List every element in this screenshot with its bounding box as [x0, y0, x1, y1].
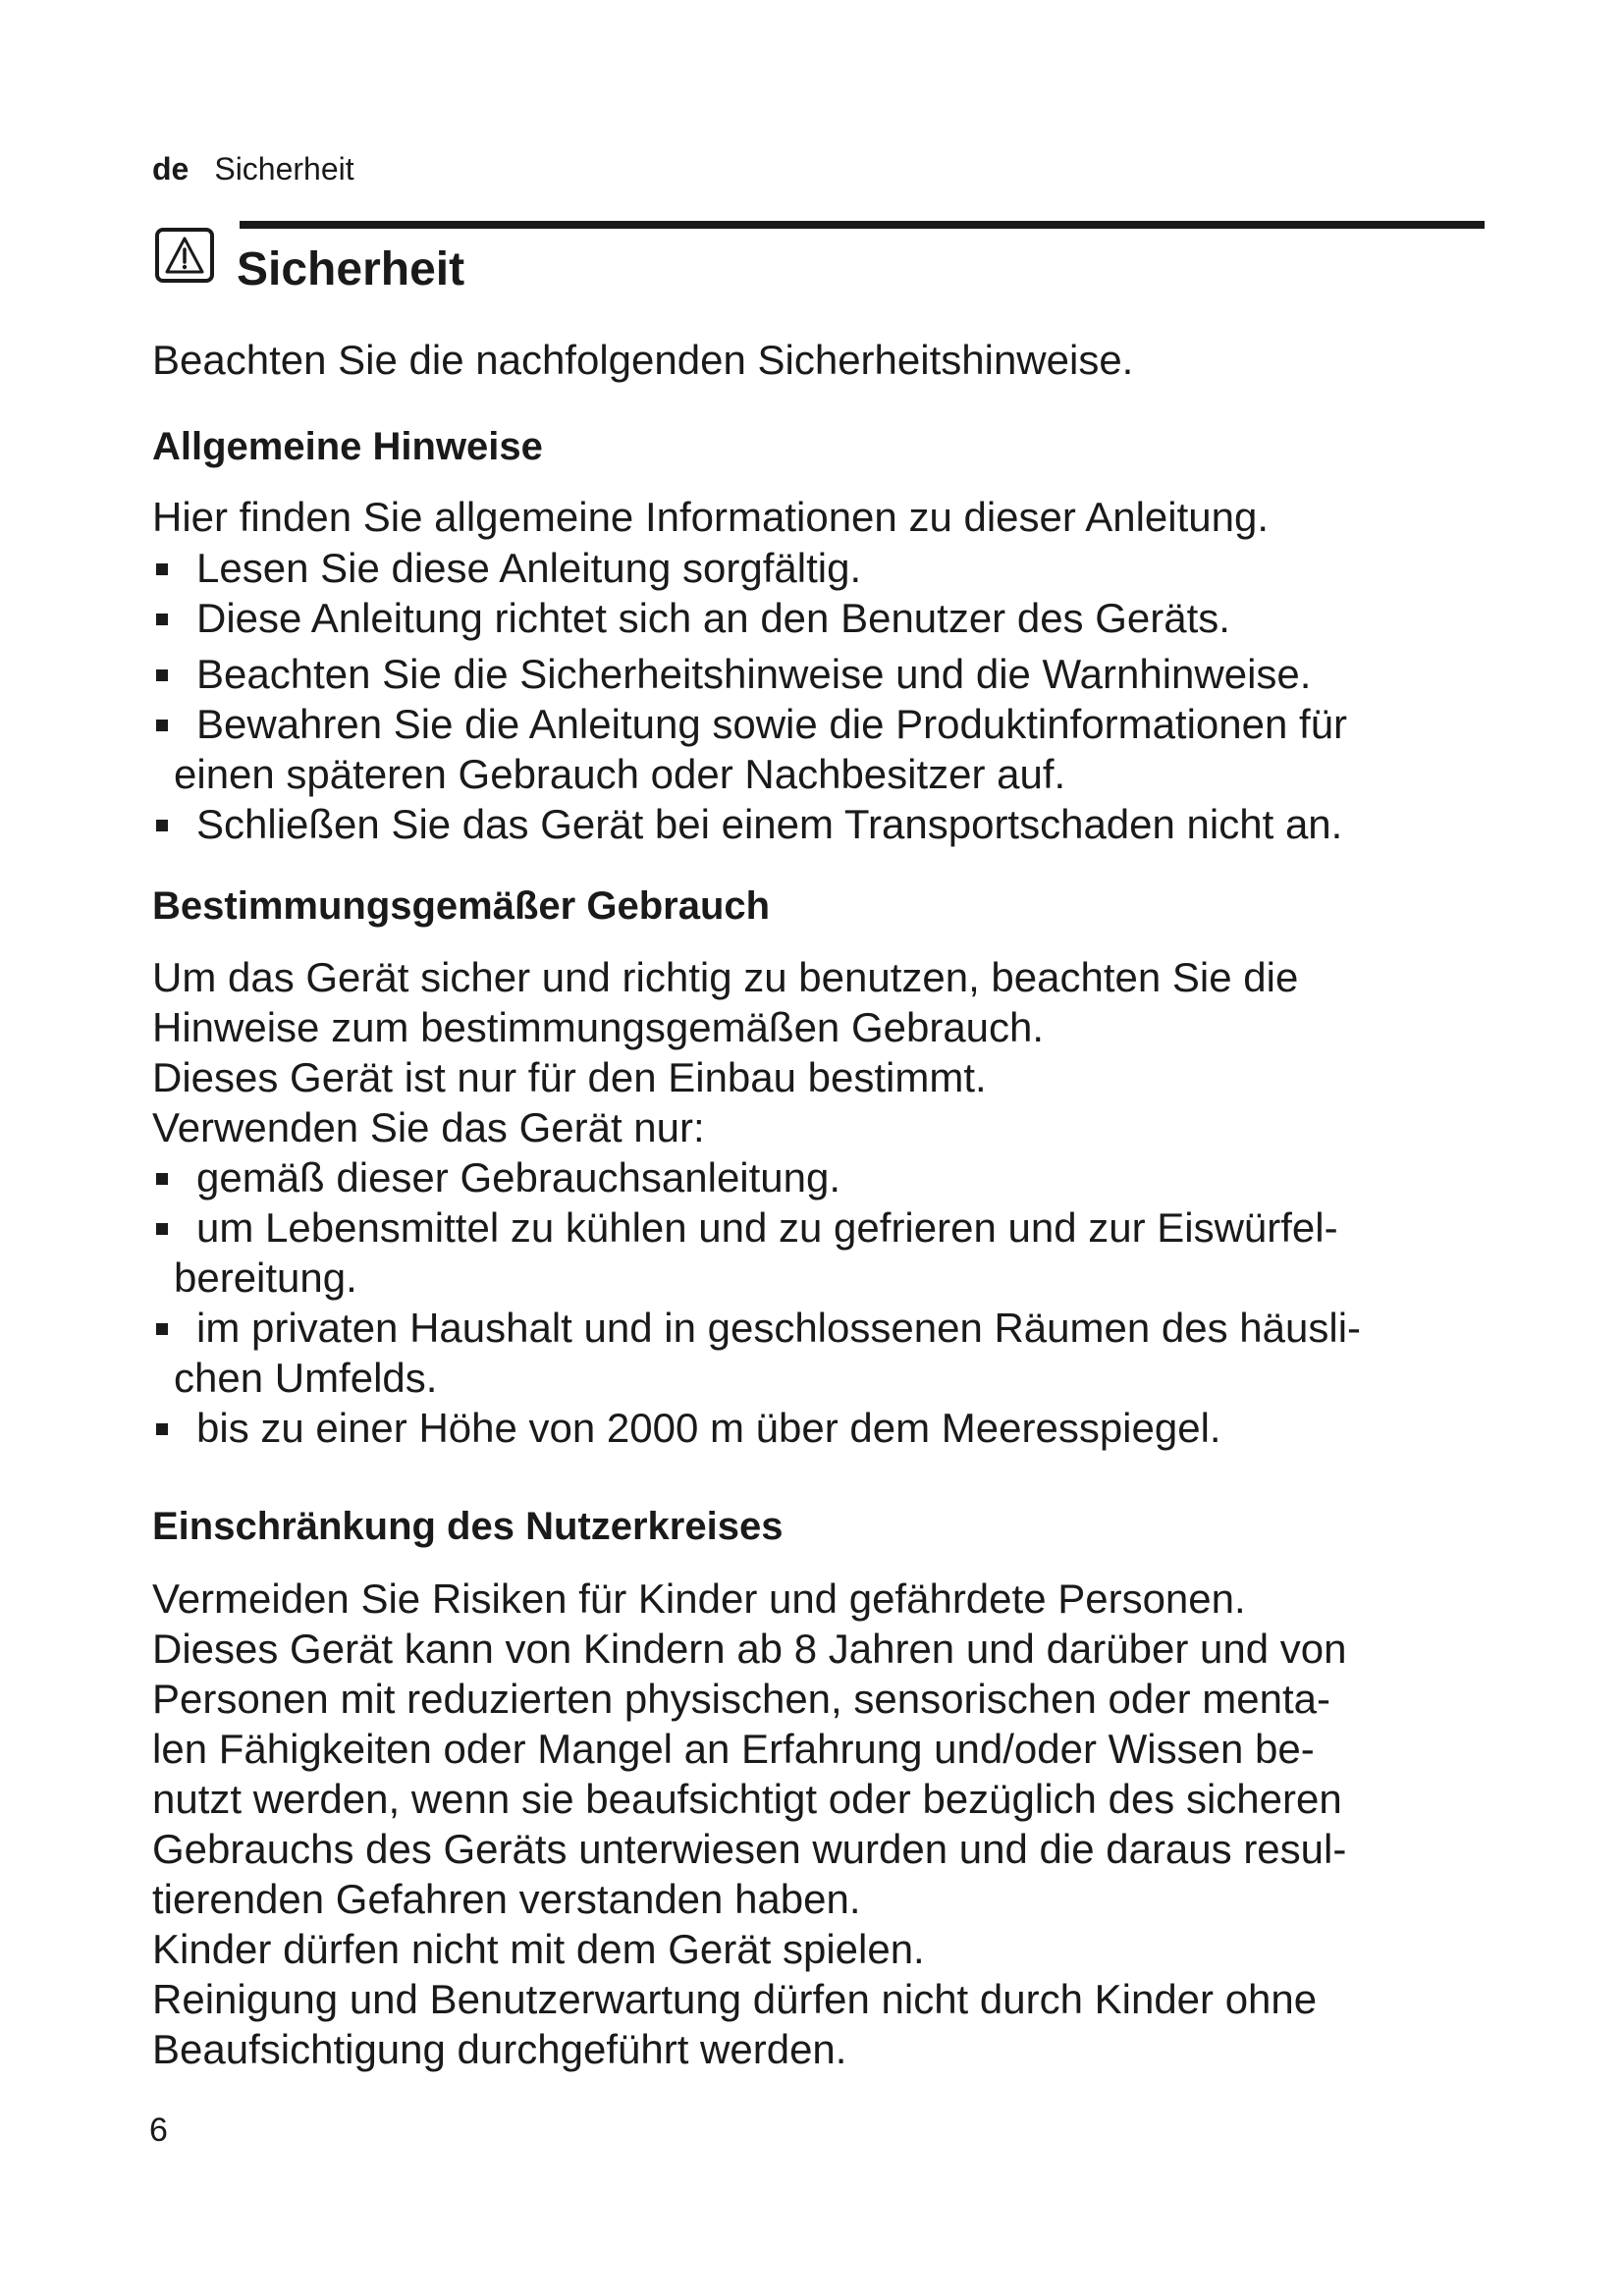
list-item: Beachten Sie die Sicherheitshinweise und die Warnhinweise. [152, 649, 1507, 699]
page-number: 6 [149, 2111, 168, 2149]
intended-use-bullet-list [152, 1152, 1507, 1453]
list-item-continuation: einen späteren Gebrauch oder Nachbesitzer auf. [174, 751, 1066, 797]
running-header [152, 149, 354, 188]
general-bullet-list [152, 543, 1507, 849]
text-line: Vermeiden Sie Risiken für Kinder und gefährdete Personen. [152, 1575, 1246, 1622]
list-item [152, 1202, 1507, 1303]
header-section: Sicherheit [214, 151, 354, 187]
list-item [152, 1303, 1507, 1403]
text-line: Verwenden Sie das Gerät nur: [152, 1104, 705, 1150]
section-heading-user-restriction: Einschränkung des Nutzerkreises [152, 1505, 784, 1548]
text-line: Beaufsichtigung durchgeführt werden. [152, 2026, 847, 2072]
text-line: len Fähigkeiten oder Mangel an Erfahrung und/oder Wissen be- [152, 1726, 1315, 1772]
list-item: Schließen Sie das Gerät bei einem Transportschaden nicht an. [152, 799, 1507, 849]
list-item-continuation: chen Umfelds. [174, 1355, 438, 1401]
list-item: gemäß dieser Gebrauchsanleitung. [152, 1152, 1507, 1202]
list-item-line: Bewahren Sie die Anleitung sowie die Produktinformationen für [196, 701, 1348, 747]
list-item [152, 699, 1507, 799]
text-line: tierenden Gefahren verstanden haben. [152, 1876, 861, 1922]
text-line: Dieses Gerät kann von Kindern ab 8 Jahren und darüber und von [152, 1626, 1347, 1672]
text-line: Reinigung und Benutzerwartung dürfen nicht durch Kinder ohne [152, 1976, 1318, 2022]
title-rule [240, 221, 1485, 229]
text-line: nutzt werden, wenn sie beaufsichtigt oder bezüglich des sicheren [152, 1776, 1342, 1822]
text-line: Hinweise zum bestimmungsgemäßen Gebrauch. [152, 1004, 1045, 1050]
text-line: Dieses Gerät ist nur für den Einbau bestimmt. [152, 1054, 987, 1100]
text-line: Personen mit reduzierten physischen, sensorischen oder menta- [152, 1676, 1330, 1722]
list-item: Diese Anleitung richtet sich an den Benutzer des Geräts. [152, 593, 1507, 643]
warning-triangle-icon [155, 228, 214, 283]
list-item: bis zu einer Höhe von 2000 m über dem Meeresspiegel. [152, 1403, 1507, 1453]
user-restriction-text [152, 1574, 1507, 2074]
text-line: Gebrauchs des Geräts unterwiesen wurden und die daraus resul- [152, 1826, 1347, 1872]
section-heading-intended-use: Bestimmungsgemäßer Gebrauch [152, 884, 771, 928]
list-item-line: im privaten Haushalt und in geschlossenen Räumen des häusli- [196, 1305, 1362, 1351]
intro-text: Beachten Sie die nachfolgenden Sicherheitshinweise. [152, 337, 1134, 383]
page-title: Sicherheit [237, 243, 465, 295]
list-item-line: um Lebensmittel zu kühlen und zu gefrieren und zur Eiswürfel- [196, 1204, 1338, 1251]
language-code: de [152, 151, 189, 187]
list-item-continuation: bereitung. [174, 1255, 357, 1301]
text-line: Um das Gerät sicher und richtig zu benutzen, beachten Sie die [152, 954, 1299, 1000]
intended-use-text [152, 952, 1507, 1152]
section-heading-general: Allgemeine Hinweise [152, 425, 543, 468]
general-intro: Hier finden Sie allgemeine Informationen zu dieser Anleitung. [152, 494, 1270, 540]
list-item: Lesen Sie diese Anleitung sorgfältig. [152, 543, 1507, 593]
text-line: Kinder dürfen nicht mit dem Gerät spielen. [152, 1926, 925, 1972]
